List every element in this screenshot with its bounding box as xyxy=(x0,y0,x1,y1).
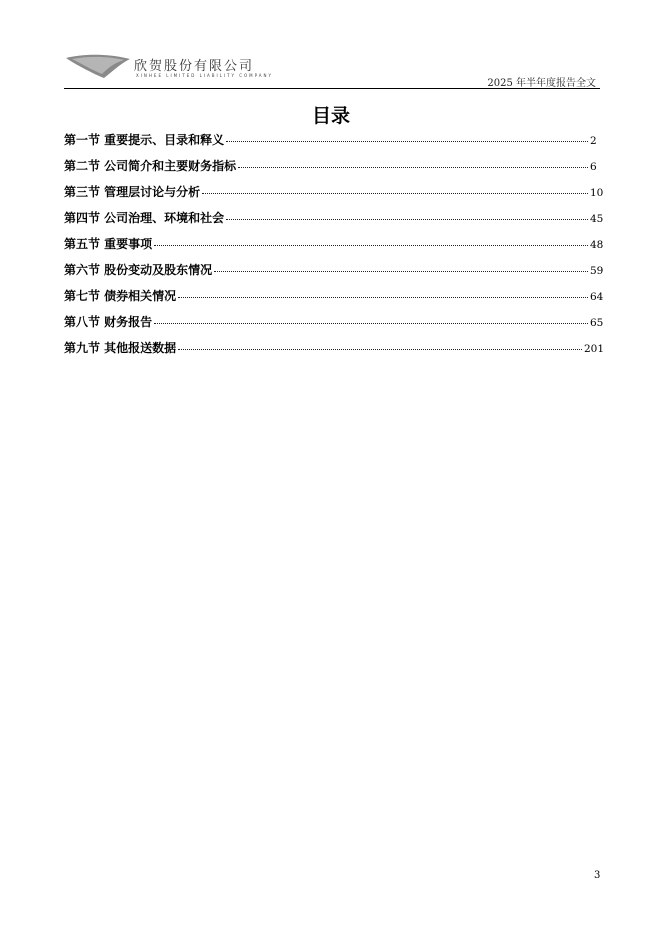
logo-mark-icon xyxy=(64,50,134,80)
toc-entry-page[interactable]: 201 xyxy=(583,343,604,355)
toc-dot-leader xyxy=(226,219,588,220)
company-logo xyxy=(64,50,279,86)
toc-entry-label[interactable]: 第四节 公司治理、环境和社会 xyxy=(64,211,225,225)
toc-dot-leader xyxy=(202,193,588,194)
toc-entry[interactable] xyxy=(64,183,604,209)
toc-entry[interactable] xyxy=(64,339,604,365)
toc-entry-label[interactable]: 第二节 公司简介和主要财务指标 xyxy=(64,159,237,173)
toc-entry[interactable] xyxy=(64,157,604,183)
toc-entry-page[interactable]: 10 xyxy=(590,187,604,199)
toc-title: 目录 xyxy=(311,105,350,127)
toc-dot-leader xyxy=(178,349,582,350)
toc-entry-page[interactable]: 6 xyxy=(590,161,597,173)
header-divider xyxy=(64,88,600,89)
report-title: 2025 年半年度报告全文 xyxy=(487,78,596,89)
toc-entry[interactable] xyxy=(64,131,604,157)
toc-dot-leader xyxy=(214,271,588,272)
toc-entry-label[interactable]: 第七节 债券相关情况 xyxy=(64,289,177,303)
toc-dot-leader xyxy=(154,245,588,246)
toc-entry[interactable] xyxy=(64,261,604,287)
toc-entry-page[interactable]: 59 xyxy=(590,265,604,277)
toc-dot-leader xyxy=(238,167,588,168)
toc-entry-label[interactable]: 第八节 财务报告 xyxy=(64,315,153,329)
toc-entry-page[interactable]: 65 xyxy=(590,317,604,329)
toc-entry-label[interactable]: 第九节 其他报送数据 xyxy=(64,341,177,355)
toc-entry-label[interactable]: 第一节 重要提示、目录和释义 xyxy=(64,133,225,147)
toc-dot-leader xyxy=(154,323,588,324)
page-header xyxy=(64,50,600,90)
toc-dot-leader xyxy=(178,297,588,298)
toc-entry[interactable] xyxy=(64,209,604,235)
toc-entry-label[interactable]: 第六节 股份变动及股东情况 xyxy=(64,263,213,277)
toc-entry[interactable] xyxy=(64,287,604,313)
logo-company-name-en: XINHEE LIMITED LIABILITY COMPANY xyxy=(136,73,273,78)
toc-entry-page[interactable]: 2 xyxy=(590,135,597,147)
toc-dot-leader xyxy=(226,141,588,142)
page-number: 3 xyxy=(594,870,601,881)
toc-entry-label[interactable]: 第三节 管理层讨论与分析 xyxy=(64,185,201,199)
toc-entry[interactable] xyxy=(64,313,604,339)
table-of-contents xyxy=(64,131,604,365)
toc-entry-label[interactable]: 第五节 重要事项 xyxy=(64,237,153,251)
toc-entry-page[interactable]: 45 xyxy=(590,213,604,225)
toc-entry[interactable] xyxy=(64,235,604,261)
toc-entry-page[interactable]: 64 xyxy=(590,291,604,303)
toc-entry-page[interactable]: 48 xyxy=(590,239,604,251)
logo-company-name: 欣贺股份有限公司 xyxy=(134,59,255,74)
